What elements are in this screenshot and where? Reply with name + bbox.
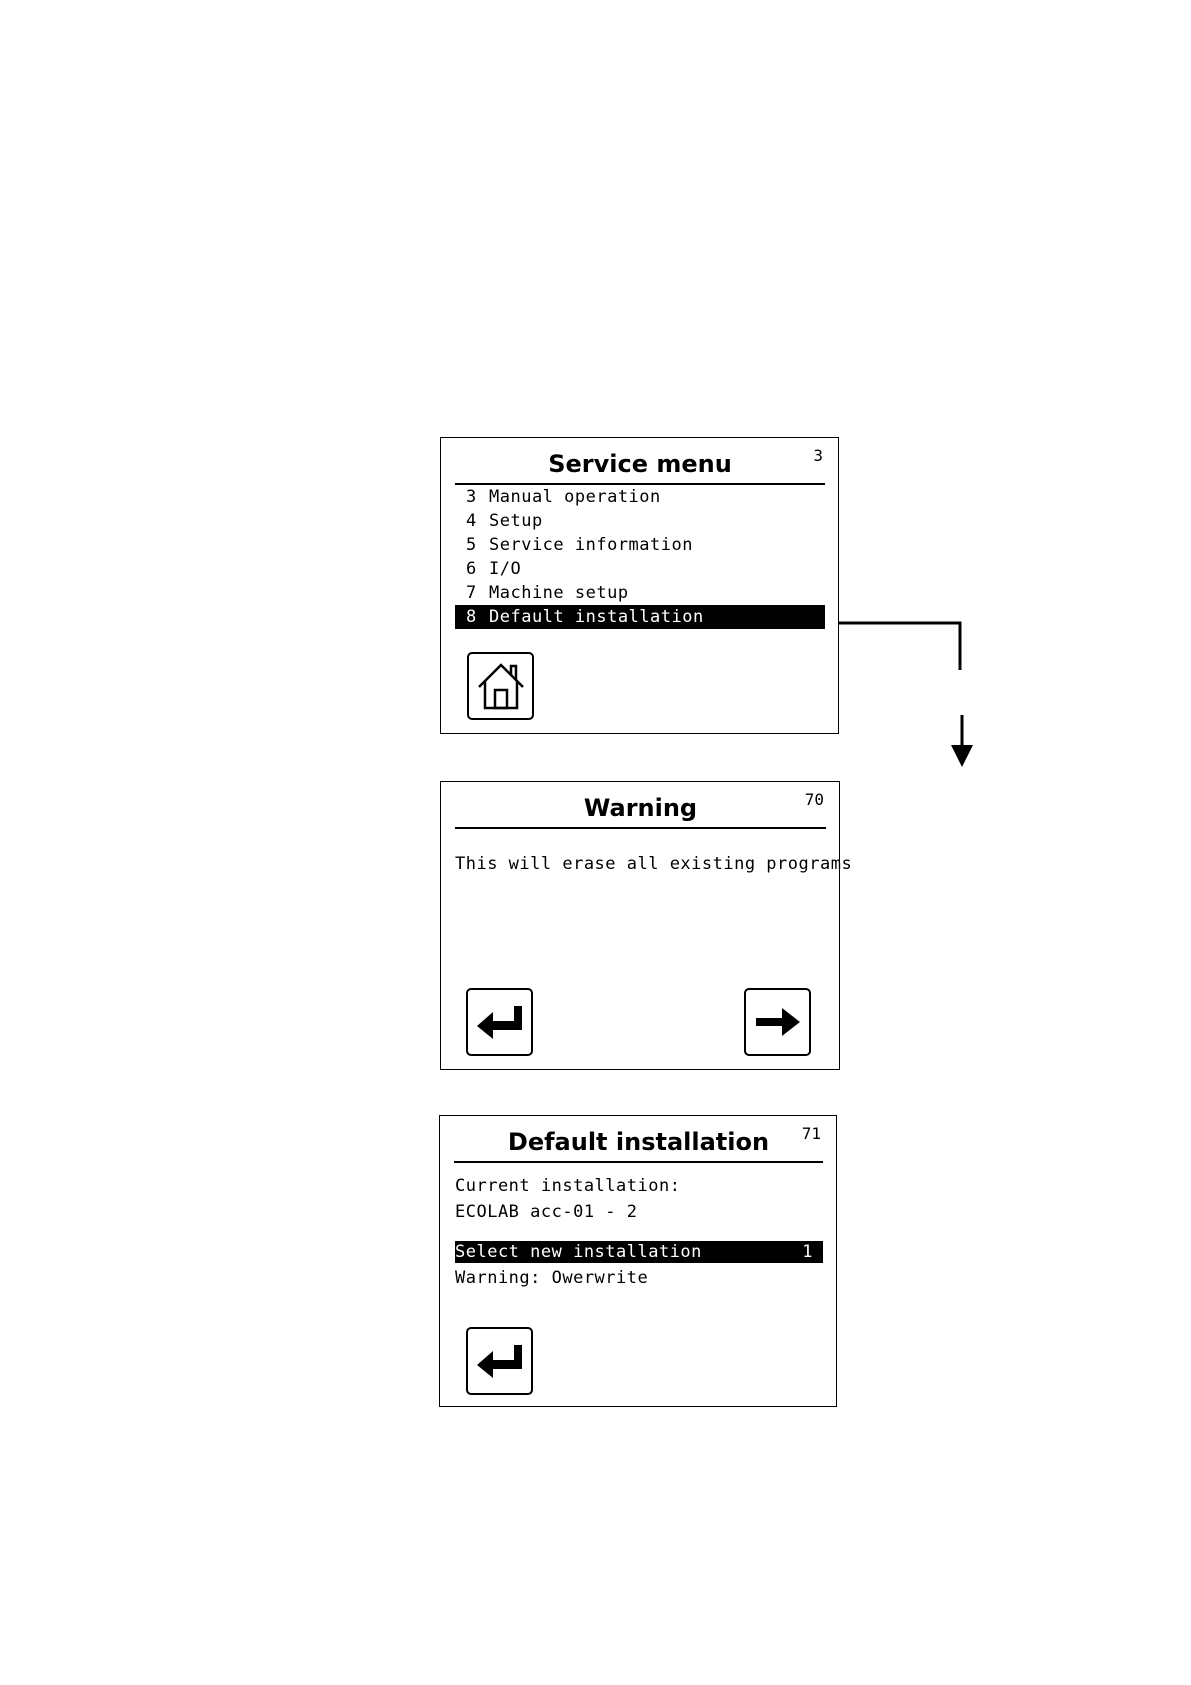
default-installation-title-bar (454, 1116, 823, 1163)
menu-item-label: Machine setup (489, 583, 629, 603)
menu-item-label: Default installation (489, 607, 704, 627)
select-new-installation-value: 1 (802, 1242, 813, 1262)
home-icon (475, 660, 527, 712)
menu-item-machine-setup[interactable] (455, 581, 825, 605)
select-new-installation-label: Select new installation (455, 1242, 702, 1262)
service-menu-list (455, 485, 825, 629)
page-title: Warning (583, 794, 698, 822)
menu-item-number: 5 (466, 535, 477, 555)
menu-item-label: I/O (489, 559, 522, 579)
warning-message: This will erase all existing programs (455, 854, 853, 874)
return-arrow-icon (474, 1002, 526, 1042)
service-menu-screen (440, 437, 839, 734)
home-button[interactable] (467, 652, 534, 720)
overwrite-warning: Warning: Owerwrite (455, 1268, 649, 1288)
current-installation-label: Current installation: (455, 1176, 681, 1196)
default-installation-screen (439, 1115, 837, 1407)
current-installation-value: ECOLAB acc-01 - 2 (455, 1202, 638, 1222)
menu-item-number: 3 (466, 487, 477, 507)
warning-screen (440, 781, 853, 1070)
menu-item-number: 8 (466, 607, 477, 627)
back-button[interactable] (466, 988, 533, 1056)
menu-item-service-information[interactable] (455, 533, 825, 557)
menu-item-number: 7 (466, 583, 477, 603)
menu-item-label: Setup (489, 511, 543, 531)
page-title: Default installation (507, 1128, 770, 1156)
next-button[interactable] (744, 988, 811, 1056)
menu-item-default-installation[interactable] (455, 605, 825, 629)
back-button[interactable] (466, 1327, 533, 1395)
warning-title-bar (455, 782, 826, 829)
screen-number: 3 (813, 446, 823, 465)
menu-item-number: 6 (466, 559, 477, 579)
menu-item-number: 4 (466, 511, 477, 531)
menu-item-label: Manual operation (489, 487, 661, 507)
page-title: Service menu (548, 450, 732, 478)
menu-item-setup[interactable] (455, 509, 825, 533)
menu-item-manual-operation[interactable] (455, 485, 825, 509)
return-arrow-icon (474, 1341, 526, 1381)
service-menu-title-bar (455, 438, 825, 485)
menu-item-io[interactable] (455, 557, 825, 581)
screen-number: 70 (804, 790, 824, 809)
right-arrow-icon (752, 1002, 804, 1042)
menu-item-label: Service information (489, 535, 693, 555)
screen-number: 71 (801, 1124, 821, 1143)
select-new-installation-row[interactable] (455, 1241, 823, 1263)
